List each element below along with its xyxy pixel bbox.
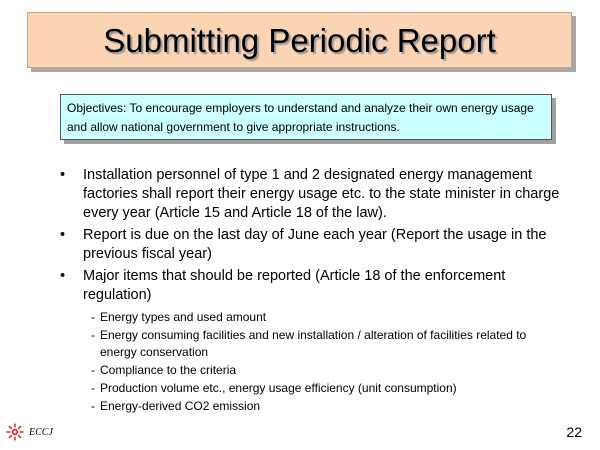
page-number: 22 bbox=[566, 424, 582, 440]
bullet-item-due-date bbox=[60, 226, 560, 264]
bullet-item-major-items bbox=[60, 267, 560, 415]
sub-item-text: Energy consuming facilities and new installation / alteration of facilities related to energy conservation bbox=[100, 328, 527, 359]
slide-title: Submitting Periodic Report bbox=[103, 22, 496, 59]
sub-item bbox=[91, 362, 560, 379]
sub-item-marker: - bbox=[91, 363, 95, 377]
bullet-marker: • bbox=[60, 227, 66, 243]
bullet-text: Major items that should be reported (Article 18 of the enforcement regulation) bbox=[83, 268, 506, 303]
bullet-item-reporting-requirement bbox=[60, 166, 560, 223]
sub-item bbox=[91, 398, 560, 415]
sub-item-marker: - bbox=[91, 399, 95, 413]
eccj-sunburst-logo-icon bbox=[6, 423, 24, 441]
sub-item-list bbox=[83, 309, 560, 415]
sub-item bbox=[91, 327, 560, 361]
bullet-list bbox=[60, 166, 560, 418]
sub-item-marker: - bbox=[91, 310, 95, 324]
sub-item-text: Energy types and used amount bbox=[100, 310, 267, 324]
eccj-logo bbox=[6, 423, 53, 441]
bullet-marker: • bbox=[60, 268, 66, 284]
sub-item-text: Compliance to the criteria bbox=[100, 363, 237, 377]
sub-item-text: Production volume etc., energy usage efficiency (unit consumption) bbox=[100, 381, 457, 395]
logo-text: ECCJ bbox=[29, 426, 53, 438]
sub-item bbox=[91, 309, 560, 326]
sub-item bbox=[91, 380, 560, 397]
sub-item-text: Energy-derived CO2 emission bbox=[100, 399, 261, 413]
sub-item-marker: - bbox=[91, 328, 95, 342]
bullet-text: Installation personnel of type 1 and 2 designated energy management factories shall report their energy usage etc. to the state minister in charge every year (Article 15 and Article 18 of the law). bbox=[83, 167, 560, 221]
bullet-text: Report is due on the last day of June each year (Report the usage in the previous fiscal year) bbox=[83, 227, 547, 262]
title-banner bbox=[27, 12, 572, 68]
bullet-marker: • bbox=[60, 167, 66, 183]
sub-item-marker: - bbox=[91, 381, 95, 395]
objectives-box: Objectives: To encourage employers to understand and analyze their own energy usage and allow national government to give appropriate instructions. bbox=[60, 94, 552, 140]
